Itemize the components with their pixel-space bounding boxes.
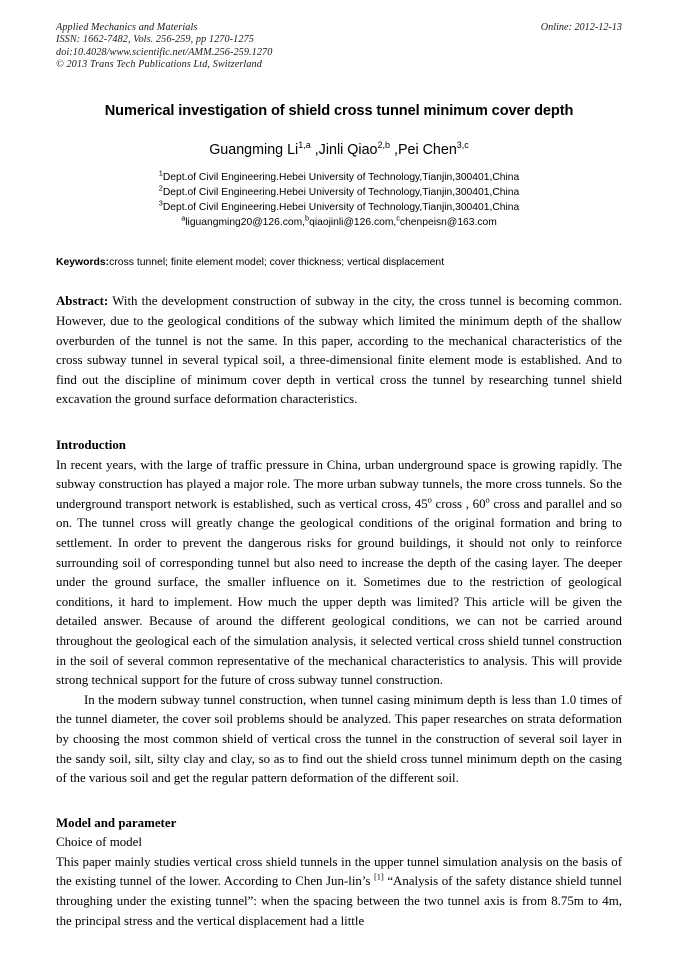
author-name-3: Pei Chen bbox=[397, 141, 457, 158]
citation-reference-1[interactable]: [1] bbox=[374, 873, 384, 883]
online-date: Online: 2012-12-13 bbox=[540, 22, 622, 33]
journal-issn: ISSN: 1662-7482, Vols. 256-259, pp 1270-1275 bbox=[56, 34, 254, 46]
journal-header-left bbox=[56, 22, 486, 72]
affiliation-2 bbox=[56, 185, 622, 200]
affiliation-text-2: Dept.of Civil Engineering.Hebei University of Technology,Tianjin,300401,China bbox=[162, 186, 520, 198]
affiliation-1 bbox=[56, 170, 622, 185]
abstract-paragraph bbox=[56, 292, 622, 410]
abstract-text: With the development construction of subway in the city, the cross tunnel is becoming common. However, due to the geological conditions of the subway which limited the minimum depth of the shallow overburden of the tunnel is not the same. In this paper, according to the mechanical characteristics of the cross subway tunnel in several typical soil, a three-dimensional finite element mode is established. And to find out the discipline of minimum cover depth in vertical cross the tunnel by researching tunnel shield excavation the ground surface deformation characteristics. bbox=[56, 294, 623, 407]
model-p1-text-a: This paper mainly studies vertical cross shield tunnels in the upper tunnel simulation analysis on the basis of the existing tunnel of the lower. According to Chen Jun-lin’s bbox=[56, 854, 622, 889]
affiliation-marker-1: 1 bbox=[158, 168, 163, 178]
keywords-line bbox=[56, 256, 622, 270]
degree-symbol-60: o bbox=[485, 495, 490, 505]
model-paragraph-1 bbox=[56, 853, 622, 931]
email-marker-c: c bbox=[396, 213, 400, 223]
email-list bbox=[56, 215, 622, 230]
affiliation-text-3: Dept.of Civil Engineering.Hebei University of Technology,Tianjin,300401,China bbox=[162, 202, 520, 214]
abstract-label: Abstract: bbox=[56, 294, 109, 309]
email-address-a[interactable]: liguangming20@126.com, bbox=[185, 217, 306, 229]
affiliation-3 bbox=[56, 200, 622, 215]
intro-p1-text-c: cross and parallel and so on. The tunnel cross will greatly change the geological conditions of the original formation and bring to settlement. In order to prevent the dangerous risks for ground buildings, it should not only to reinforce surrounding soil of corresponding tunnel but also need to increase the depth of the casing layer. The deeper under the ground surface, the smaller influence on it. Sometimes due to the restriction of geological conditions, it hard to implement. How much the upper depth was limited? This article will be given the detailed answer. Because of around the different geological conditions, we can not be carried around throughout the geological each of the simulation analysis, it selected vertical cross shield tunnel construction in the soil of several common representative of the mechanical characteristics to analysis. This will provide strong technical support for the future of cross subway tunnel construction. bbox=[56, 496, 622, 688]
journal-copyright: © 2013 Trans Tech Publications Ltd, Switzerland bbox=[56, 59, 262, 71]
affiliation-list bbox=[56, 170, 622, 231]
keywords-label: Keywords: bbox=[56, 257, 110, 269]
introduction-paragraph-1 bbox=[56, 456, 622, 691]
keywords-value: cross tunnel; finite element model; cover thickness; vertical displacement bbox=[109, 257, 445, 269]
journal-header bbox=[56, 22, 622, 72]
affiliation-text-1: Dept.of Civil Engineering.Hebei University of Technology,Tianjin,300401,China bbox=[162, 171, 520, 183]
author-marker-3: 3,c bbox=[456, 139, 469, 150]
author-separator-1: , bbox=[310, 141, 319, 158]
affiliation-marker-2: 2 bbox=[158, 183, 163, 193]
author-name-2: Jinli Qiao bbox=[318, 141, 378, 158]
email-address-c[interactable]: chenpeisn@163.com bbox=[399, 217, 497, 229]
author-list bbox=[56, 141, 622, 159]
subsection-heading-choice-of-model: Choice of model bbox=[56, 835, 142, 850]
email-marker-b: b bbox=[305, 213, 310, 223]
author-marker-1: 1,a bbox=[298, 139, 311, 150]
author-name-1: Guangming Li bbox=[209, 141, 299, 158]
degree-symbol-45: o bbox=[427, 495, 432, 505]
intro-p1-text-a: In recent years, with the large of traffic pressure in China, urban underground space is growing rapidly. The subway construction has played a major role. The more urban subway tunnels, the more cross tunnels. So the underground transport network is established, such as vertical cross, 45 bbox=[56, 457, 622, 511]
section-heading-introduction: Introduction bbox=[56, 438, 126, 452]
author-marker-2: 2,b bbox=[377, 139, 390, 150]
email-marker-a: a bbox=[181, 213, 186, 223]
email-address-b[interactable]: qiaojinli@126.com, bbox=[309, 217, 397, 229]
journal-doi: doi:10.4028/www.scientific.net/AMM.256-259.1270 bbox=[56, 46, 273, 58]
model-p1-text-b: “Analysis of the safety distance shield tunnel throughing under the existing tunnel”: when the spacing between the two tunnel axis is from 8.75m to 4m, the principal stress and the vertical displacement had a little bbox=[56, 874, 622, 928]
intro-p1-text-b: cross , 60 bbox=[431, 496, 486, 511]
author-separator-2: , bbox=[390, 141, 398, 158]
page-title: Numerical investigation of shield cross tunnel minimum cover depth bbox=[104, 102, 574, 119]
section-heading-model-and-parameter: Model and parameter bbox=[56, 815, 177, 830]
journal-name: Applied Mechanics and Materials bbox=[56, 22, 198, 33]
introduction-paragraph-2: In the modern subway tunnel construction, when tunnel casing minimum depth is less than 1.0 times of the tunnel diameter, the cover soil problems should be analyzed. This paper researches on strata deformation by choosing the most common shield of vertical cross the tunnel in the construction of several soil layer in the sandy soil, silt, silty clay and clay, so as to find out the shield cross tunnel minimum depth on the casing of the various soil and get the regular pattern deformation of the different soil. bbox=[56, 692, 622, 786]
affiliation-marker-3: 3 bbox=[158, 198, 163, 208]
